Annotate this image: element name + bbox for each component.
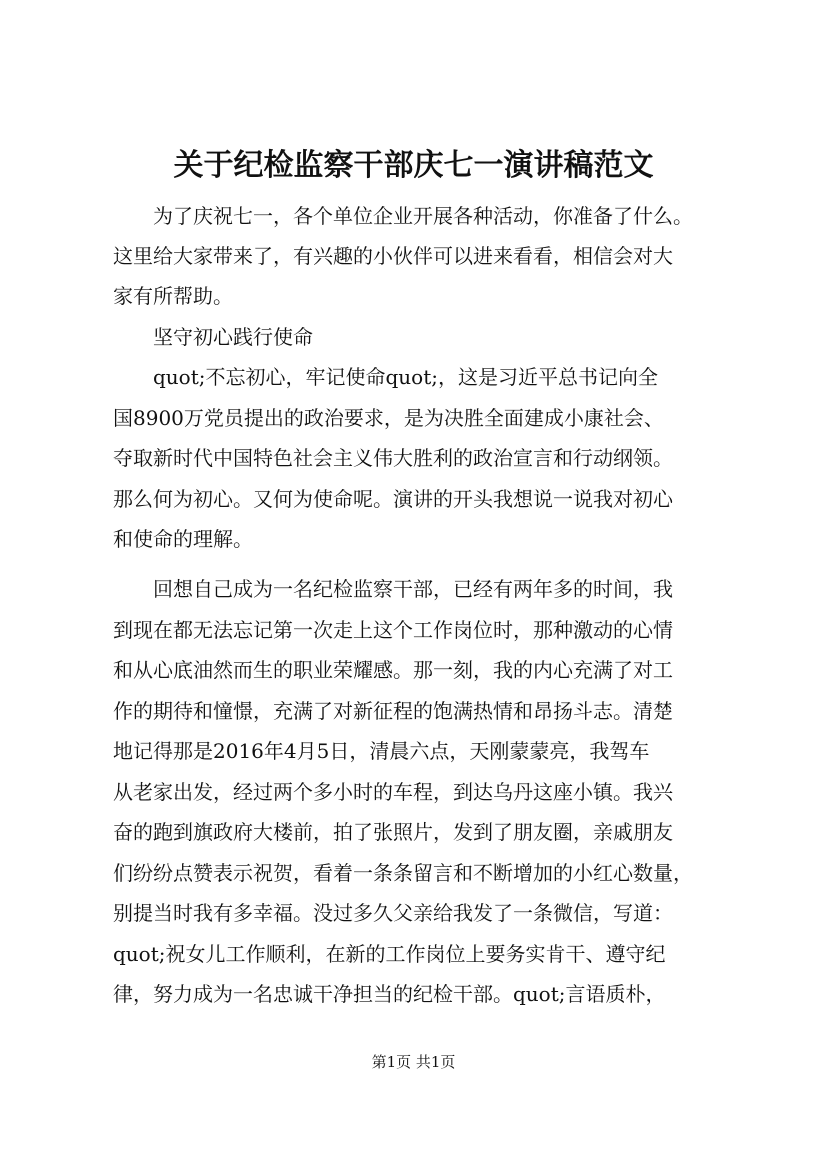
page-footer: 第1页 共1页 [371,1053,456,1071]
paragraph-line: 到现在都无法忘记第一次走上这个工作岗位时，那种激动的心情 [113,618,673,642]
paragraph-line: 为了庆祝七一，各个单位企业开展各种活动，你准备了什么。 [153,204,693,228]
paragraph-line: 地记得那是2016年4月5日，清晨六点，天刚蒙蒙亮，我驾车 [113,739,650,763]
paragraph-line: quot;祝女儿工作顺利，在新的工作岗位上要务实肯干、遵守纪 [113,942,666,966]
paragraph-line: 们纷纷点赞表示祝贺，看着一条条留言和不断增加的小红心数量， [113,861,693,885]
paragraph-line: 和使命的理解。 [113,527,253,551]
section-heading: 坚守初心践行使命 [153,325,313,349]
paragraph-line: 那么何为初心。又何为使命呢。演讲的开头我想说一说我对初心 [113,487,673,511]
paragraph-line: 别提当时我有多幸福。没过多久父亲给我发了一条微信，写道： [113,901,673,925]
paragraph-line: 这里给大家带来了，有兴趣的小伙伴可以进来看看，相信会对大 [113,244,673,268]
paragraph-line: 奋的跑到旗政府大楼前，拍了张照片，发到了朋友圈，亲戚朋友 [113,820,673,844]
paragraph-line: 从老家出发，经过两个多小时的车程，到达乌丹这座小镇。我兴 [113,780,673,804]
paragraph-line: 和从心底油然而生的职业荣耀感。那一刻，我的内心充满了对工 [113,658,673,682]
paragraph-line: 家有所帮助。 [113,284,233,308]
paragraph-line: 回想自己成为一名纪检监察干部，已经有两年多的时间，我 [153,577,673,601]
document-title: 关于纪检监察干部庆七一演讲稿范文 [173,148,654,183]
paragraph-line: 夺取新时代中国特色社会主义伟大胜利的政治宣言和行动纲领。 [113,446,673,470]
paragraph-line: 国8900万党员提出的政治要求，是为决胜全面建成小康社会、 [113,406,664,430]
paragraph-line: quot;不忘初心，牢记使命quot;，这是习近平总书记向全 [153,365,658,389]
paragraph-line: 律，努力成为一名忠诚干净担当的纪检干部。quot;言语质朴， [113,982,666,1006]
paragraph-line: 作的期待和憧憬，充满了对新征程的饱满热情和昂扬斗志。清楚 [113,699,673,723]
